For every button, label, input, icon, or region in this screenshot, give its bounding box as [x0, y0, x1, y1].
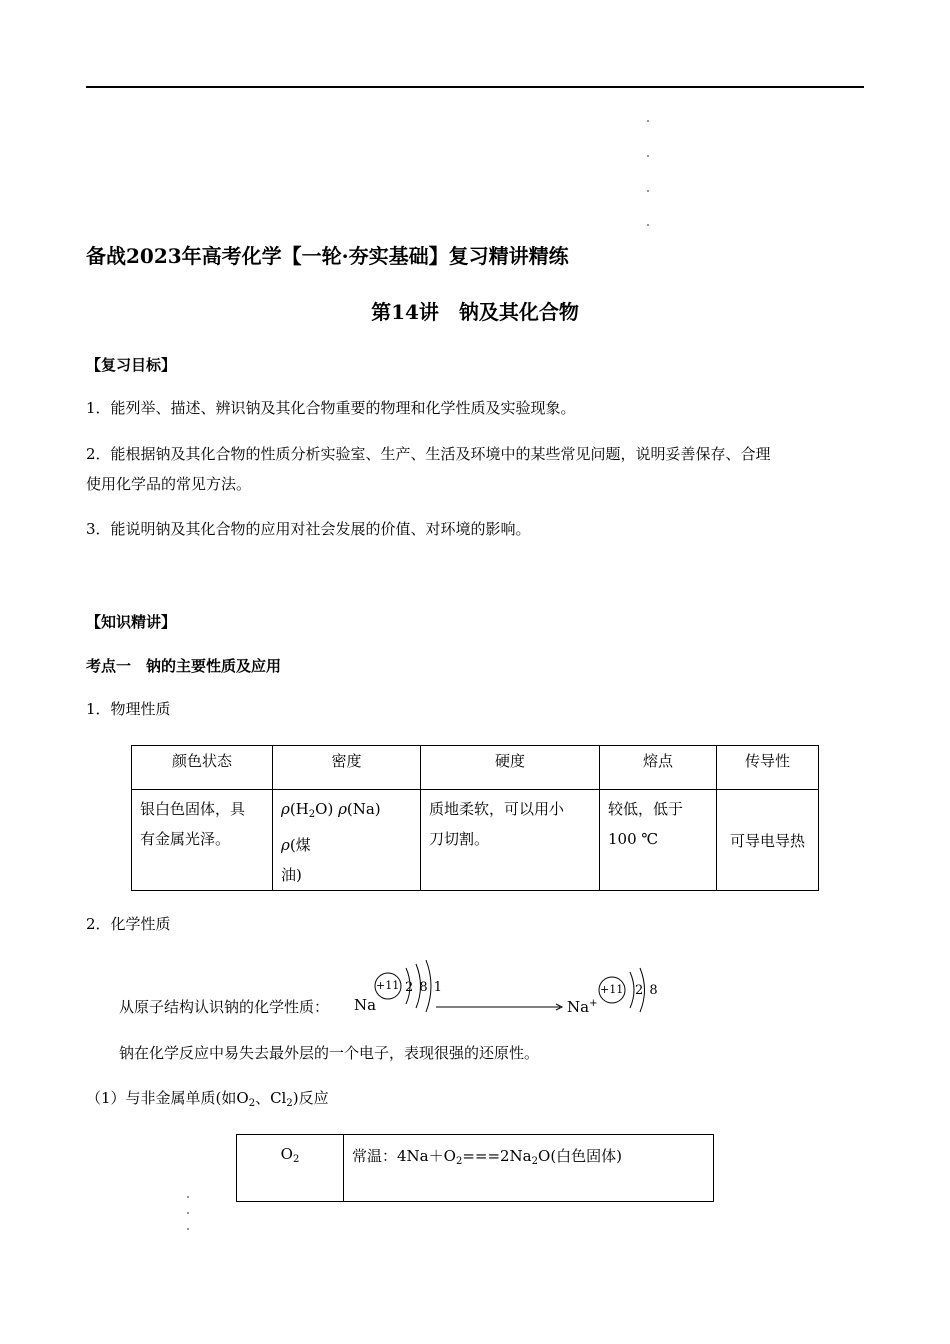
na-ion-charge: +: [589, 998, 598, 1009]
margin-dot: [647, 224, 649, 226]
melting-point-cell: [600, 790, 717, 891]
physical-properties-table: [131, 745, 819, 891]
header-cell: 颜色状态: [132, 746, 273, 790]
header-cell: 传导性: [717, 746, 819, 790]
header-cell: 密度: [273, 746, 421, 790]
margin-dot: [187, 1196, 189, 1198]
margin-dot: [187, 1212, 189, 1214]
header-cell: 硬度: [421, 746, 600, 790]
table-row: [132, 790, 819, 891]
nucleus-label: +11: [376, 979, 400, 992]
table-row: [237, 1135, 714, 1202]
oxygen-reaction-table: [236, 1134, 714, 1202]
margin-dot: [647, 120, 649, 122]
objective-item: 3．能说明钠及其化合物的应用对社会发展的价值、对环境的影响。: [86, 520, 531, 538]
header-rule: [86, 86, 864, 88]
cell-line: 银白色固体，具: [140, 800, 246, 818]
margin-dot: [647, 155, 649, 157]
shell-electrons: 2 8 1: [405, 980, 444, 995]
condition-label: 常温：: [352, 1147, 398, 1165]
document-title: 备战2023年高考化学【一轮·夯实基础】复习精讲精练: [86, 244, 569, 268]
header-cell: 熔点: [600, 746, 717, 790]
cell-line: 较低，低于: [608, 800, 684, 818]
density-cell: [273, 790, 421, 891]
product-note: (白色固体): [550, 1147, 623, 1165]
electron-shell-icon: [630, 972, 634, 1008]
shell-electrons: 2 8: [635, 983, 659, 998]
lecture-title: 第14讲 钠及其化合物: [371, 300, 579, 324]
conductivity-cell: 可导电导热: [717, 790, 819, 891]
chemical-heading: 2．化学性质: [86, 915, 171, 933]
na-ion: [567, 998, 597, 1016]
reaction-cell: 常温：$4Na+O_2===2Na_2O$(白色固体): [344, 1135, 714, 1202]
reactant-cell: $O_2$: [237, 1135, 344, 1202]
margin-dot: [187, 1228, 189, 1230]
margin-dot: [647, 190, 649, 192]
point-heading: 考点一 钠的主要性质及应用: [86, 657, 282, 675]
cell-line: 质地柔软，可以用小: [429, 800, 565, 818]
cell-line: 刀切割。: [429, 830, 490, 848]
reducing-text: 钠在化学反应中易失去最外层的一个电子，表现很强的还原性。: [119, 1044, 540, 1062]
objectives-heading: 【复习目标】: [86, 356, 177, 374]
hardness-cell: [421, 790, 600, 891]
table-header-row: [132, 746, 819, 790]
cell-line: 有金属光泽。: [140, 830, 231, 848]
knowledge-heading: 【知识精讲】: [86, 613, 177, 631]
density-comparison: $\rho(H_2O)$ ρ(Na) ρ(煤: [281, 800, 381, 854]
nonmetal-heading: （1）与非金属单质(如$O_2$、$Cl_2$)反应: [86, 1089, 329, 1109]
objective-item: 1．能列举、描述、辨识钠及其化合物重要的物理和化学性质及实验现象。: [86, 399, 576, 417]
na-symbol: Na: [354, 996, 377, 1014]
objective-item: 2．能根据钠及其化合物的性质分析实验室、生产、生活及环境中的某些常见问题，说明妥善保存、合理: [86, 445, 771, 463]
physical-heading: 1．物理性质: [86, 700, 171, 718]
atom-intro-text: 从原子结构认识钠的化学性质：: [119, 998, 330, 1016]
nucleus-label: +11: [600, 983, 624, 996]
objective-item: 使用化学品的常见方法。: [86, 475, 252, 493]
color-state-cell: [132, 790, 273, 891]
cell-line: 油): [281, 866, 302, 884]
na-ion-symbol: Na: [567, 998, 590, 1016]
cell-line: 100 ℃: [608, 830, 659, 848]
